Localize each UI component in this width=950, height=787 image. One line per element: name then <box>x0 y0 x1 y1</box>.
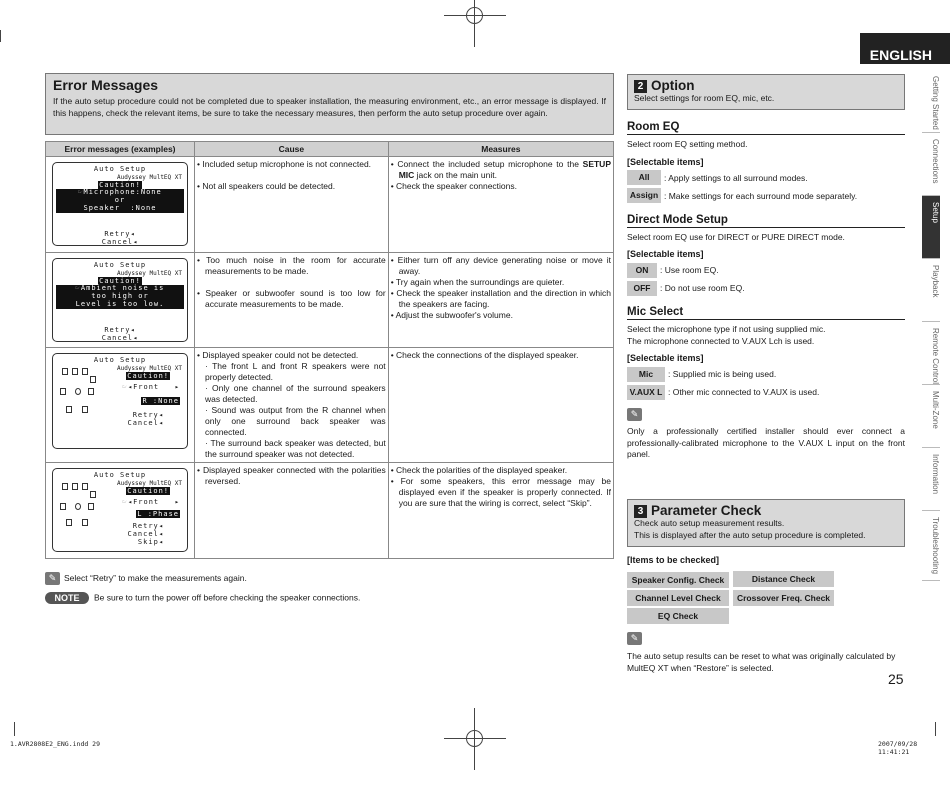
screen-line: Cancel◂ <box>127 529 164 538</box>
error-screen-cell <box>46 253 195 348</box>
room-eq-desc: Select room EQ setting method. <box>627 139 748 149</box>
cause-cell <box>195 348 389 463</box>
error-screen-cell <box>46 463 195 559</box>
screen-line: Auto Setup <box>93 356 147 364</box>
screen-line: Cancel◂ <box>101 237 139 246</box>
chip-assign: Assign <box>627 188 661 203</box>
caution-label: Caution! <box>99 276 141 285</box>
measures-cell <box>388 157 613 253</box>
column-header: Measures <box>388 142 613 157</box>
option-header <box>627 74 905 110</box>
option-item: Mic : Supplied mic is being used. <box>627 366 905 382</box>
error-table <box>45 141 614 559</box>
error-screen <box>52 353 188 449</box>
chip-all: All <box>627 170 661 185</box>
side-tab: Remote Control <box>922 322 940 385</box>
speaker-layout-icon <box>60 483 96 551</box>
measure-item: • Adjust the subwoofer's volume. <box>390 310 513 320</box>
note-badge: NOTE <box>45 592 89 604</box>
cause-item: • Speaker or subwoofer sound is too low for accurate measurements to be made. <box>197 288 386 309</box>
cause-cell <box>195 253 389 348</box>
speaker-status: L :Phase <box>137 510 179 519</box>
option-item: Assign : Make settings for each surround mode separately. <box>627 188 905 204</box>
cause-cell <box>195 463 389 559</box>
screen-line: Auto Setup <box>93 471 147 479</box>
speaker-layout-icon <box>60 368 96 436</box>
crop-mark <box>14 722 15 736</box>
cause-item: • Displayed speaker connected with the polarities reversed. <box>197 465 386 486</box>
measure-item: • Connect the included setup microphone to the SETUP MIC jack on the main unit. <box>390 159 611 180</box>
speaker-status: R :None <box>142 397 179 406</box>
error-screen-cell <box>46 348 195 463</box>
option-section <box>627 74 905 461</box>
cause-item: • Not all speakers could be detected. <box>197 181 336 191</box>
room-eq-heading: Room EQ <box>627 121 905 135</box>
screen-line: or <box>56 197 184 205</box>
error-messages-header <box>45 73 614 135</box>
cause-subitem: · Only one channel of the surround speakers was detected. <box>205 383 386 404</box>
screen-line: ☞◂Front ▸ <box>122 383 180 392</box>
language-tab: ENGLISH <box>860 33 950 64</box>
section-number: 3 <box>634 505 647 518</box>
measures-cell <box>388 253 613 348</box>
pencil-icon: ✎ <box>627 632 642 645</box>
screen-line: Audyssey MultEQ XT <box>116 364 182 372</box>
chip-off: OFF <box>627 281 657 296</box>
pencil-icon: ✎ <box>45 572 60 585</box>
parameter-check-desc: This is displayed after the auto setup procedure is completed. <box>634 529 866 540</box>
measure-item: • Check the polarities of the displayed speaker. <box>390 465 568 475</box>
side-tab: Connections <box>922 133 940 196</box>
side-tab-active: Setup <box>922 196 940 259</box>
side-tab: Information <box>922 448 940 511</box>
option-item: ON : Use room EQ. <box>627 262 905 278</box>
check-item-channel-level: Channel Level Check <box>627 590 729 606</box>
section-number: 2 <box>634 80 647 93</box>
restore-tip: The auto setup results can be reset to what was originally calculated by MultEQ XT when “Restore” is selected. <box>627 651 896 673</box>
mic-select-tip: Only a professionally certified installer should ever connect a professionally-calibrated microphone to the V.AUX L input on the front panel. <box>627 426 905 459</box>
side-tabs <box>922 70 950 581</box>
measure-item: • Either turn off any device generating noise or move it away. <box>390 255 612 276</box>
page-number: 25 <box>888 671 904 687</box>
screen-line: Retry◂ <box>104 325 136 334</box>
column-header: Error messages (examples) <box>46 142 195 157</box>
option-item: OFF : Do not use room EQ. <box>627 280 905 296</box>
measure-item: • Try again when the surroundings are quieter. <box>390 277 565 287</box>
mic-select-desc: Select the microphone type if not using supplied mic. <box>627 324 826 334</box>
screen-line: Retry◂ <box>132 410 164 419</box>
screen-line: Cancel◂ <box>127 418 164 427</box>
registration-mark-bottom <box>444 708 506 770</box>
screen-line: Retry◂ <box>104 229 136 238</box>
screen-line: ☞Microphone:None <box>56 189 184 197</box>
parameter-check-header <box>627 499 905 547</box>
screen-line: Auto Setup <box>93 261 147 269</box>
error-screen <box>52 258 188 342</box>
screen-line: Audyssey MultEQ XT <box>116 173 182 181</box>
option-desc: Select settings for room EQ, mic, etc. <box>634 93 775 103</box>
check-item-crossover-freq: Crossover Freq. Check <box>733 590 834 606</box>
caution-label: Caution! <box>127 486 169 495</box>
direct-mode-desc: Select room EQ use for DIRECT or PURE DIRECT mode. <box>627 231 845 242</box>
items-to-check-label: [Items to be checked] <box>627 555 720 565</box>
table-row <box>46 463 614 559</box>
cause-item: • Too much noise in the room for accurate measurements to be made. <box>197 255 386 276</box>
screen-line: ☞Ambient noise is <box>56 285 184 293</box>
error-screen-cell <box>46 157 195 253</box>
option-title: Option <box>651 78 695 93</box>
parameter-check-section <box>627 499 905 565</box>
table-row <box>46 348 614 463</box>
selectable-items-label: [Selectable items] <box>627 249 704 259</box>
side-tab: Getting Started <box>922 70 940 133</box>
check-item-eq: EQ Check <box>627 608 729 624</box>
table-row <box>46 157 614 253</box>
column-header: Cause <box>195 142 389 157</box>
error-messages-title: Error Messages <box>53 77 159 93</box>
direct-mode-heading: Direct Mode Setup <box>627 214 905 228</box>
crop-mark <box>0 30 1 42</box>
measures-cell <box>388 463 613 559</box>
caution-label: Caution! <box>127 371 169 380</box>
screen-line: Audyssey MultEQ XT <box>116 269 182 277</box>
screen-line: Speaker :None <box>56 205 184 213</box>
side-tab: Multi-Zone <box>922 385 940 448</box>
measure-item: • Check the speaker installation and the direction in which the speakers are facing. <box>390 288 611 309</box>
screen-line: Audyssey MultEQ XT <box>116 479 182 487</box>
error-screen <box>52 162 188 246</box>
retry-tip: ✎ Select “Retry” to make the measurements again. <box>45 572 247 585</box>
table-row <box>46 253 614 348</box>
chip-on: ON <box>627 263 657 278</box>
cause-cell <box>195 157 389 253</box>
screen-line: Cancel◂ <box>101 333 139 342</box>
cause-subitem: · Sound was output from the R channel when only one surround back speaker was connected. <box>205 405 386 437</box>
parameter-check-desc: Check auto setup measurement results. <box>634 518 785 528</box>
error-screen <box>52 468 188 552</box>
chip-mic: Mic <box>627 367 665 382</box>
note-line: NOTE Be sure to turn the power off before checking the speaker connections. <box>45 592 360 604</box>
measure-item: • For some speakers, this error message may be displayed even if the speaker is properly connected. If you are sure that the wiring is correct, select “Skip”. <box>390 476 611 508</box>
screen-line: Level is too low. <box>56 301 184 309</box>
check-item-speaker-config: Speaker Config. Check <box>627 572 729 588</box>
measure-item: • Check the connections of the displayed speaker. <box>390 350 579 360</box>
measure-item: • Check the speaker connections. <box>390 181 517 191</box>
table-header-row <box>46 142 614 157</box>
side-tab: Playback <box>922 259 940 322</box>
selectable-items-label: [Selectable items] <box>627 156 704 167</box>
screen-line: too high or <box>56 293 184 301</box>
measures-cell <box>388 348 613 463</box>
option-item: V.AUX L : Other mic connected to V.AUX is used. <box>627 384 905 400</box>
registration-mark-top <box>444 0 506 47</box>
cause-subitem: · The front L and front R speakers were not properly detected. <box>205 361 386 382</box>
slug-right: 2007/09/28 11:41:21 <box>878 740 918 756</box>
screen-line: Auto Setup <box>93 165 147 173</box>
mic-select-heading: Mic Select <box>627 306 905 320</box>
pencil-icon: ✎ <box>627 408 642 421</box>
option-item: All : Apply settings to all surround modes. <box>627 170 905 186</box>
crop-mark <box>935 722 936 736</box>
check-item-distance: Distance Check <box>733 571 834 587</box>
cause-subitem: · The surround back speaker was detected, but the surround speaker was not detected. <box>205 438 386 459</box>
side-tab: Troubleshooting <box>922 511 940 581</box>
caution-label: Caution! <box>99 180 141 189</box>
screen-line: Skip◂ <box>137 537 164 546</box>
screen-line: Retry◂ <box>132 521 164 530</box>
screen-line: ☞◂Front ▸ <box>122 498 180 507</box>
cause-item: • Displayed speaker could not be detected. <box>197 350 359 360</box>
error-messages-intro: If the auto setup procedure could not be completed due to speaker installation, the measuring environment, etc., an error message is displayed. If this happens, check the relevant items, be sure to take the necessary measures, then perform the auto setup procedure over again. <box>53 96 606 118</box>
cause-item: • Included setup microphone is not connected. <box>197 159 372 169</box>
chip-vaux-l: V.AUX L <box>627 385 665 400</box>
slug-left: 1.AVR2808E2_ENG.indd 29 <box>10 740 101 748</box>
mic-select-desc: The microphone connected to V.AUX Lch is used. <box>627 335 815 346</box>
parameter-check-title: Parameter Check <box>651 503 762 518</box>
selectable-items-label: [Selectable items] <box>627 353 704 363</box>
parameter-check-tip <box>627 630 905 674</box>
